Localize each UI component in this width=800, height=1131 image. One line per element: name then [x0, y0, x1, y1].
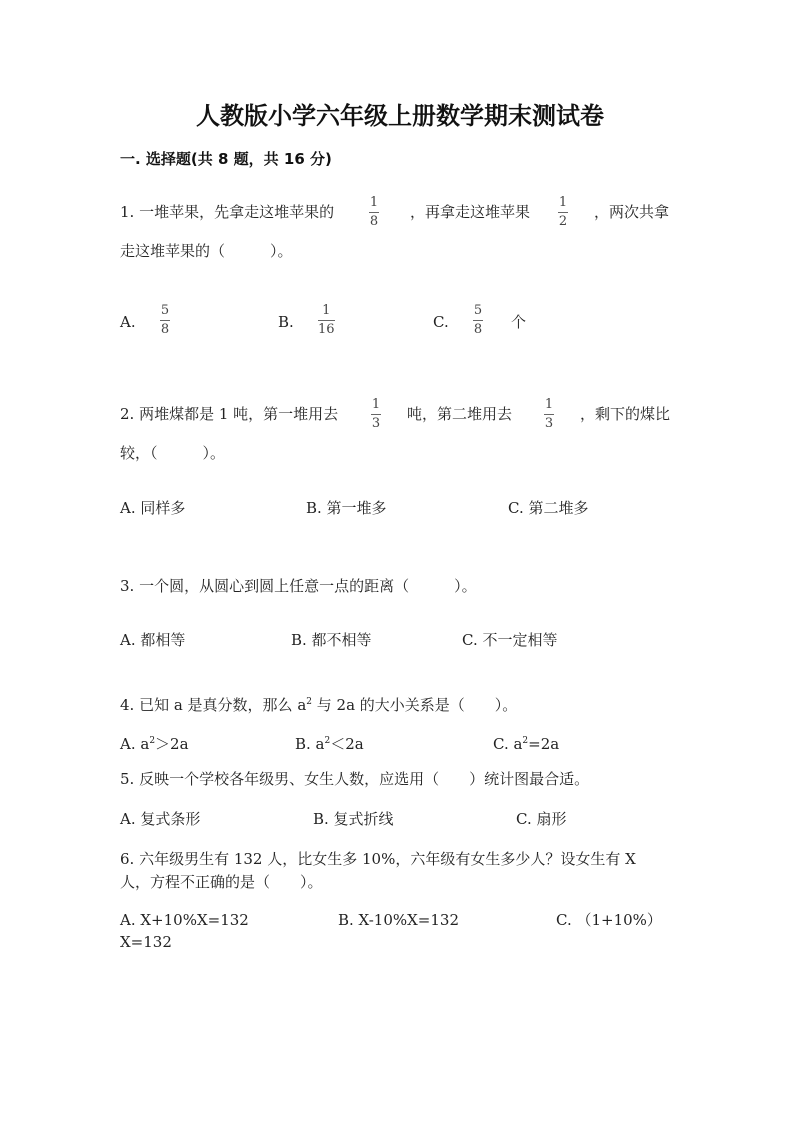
- q2-option-a: A. 同样多: [120, 499, 186, 517]
- q5-option-b: B. 复式折线: [313, 810, 394, 828]
- q1-text-part1: 1. 一堆苹果，先拿走这堆苹果的: [120, 203, 335, 221]
- q2-option-b: B. 第一堆多: [306, 499, 387, 517]
- q6-option-a: A. X+10%X=132: [120, 911, 249, 929]
- q1-option-c-label: C.: [433, 313, 449, 331]
- q2-fraction-1-denominator: 3: [371, 416, 381, 431]
- q6-option-c: C. （1+10%）: [556, 911, 662, 929]
- q4-text-part2: 与 2a 的大小关系是（ ）。: [312, 696, 518, 714]
- q1-text-line2: 走这堆苹果的（ ）。: [120, 242, 293, 260]
- q2-fraction-2: [544, 398, 554, 431]
- q5-option-c: C. 扇形: [516, 810, 567, 828]
- q3-option-b: B. 都不相等: [291, 631, 372, 649]
- q3-text: 3. 一个圆，从圆心到圆上任意一点的距离（ ）。: [120, 577, 477, 595]
- q4-option-b-pre: B. a: [295, 735, 325, 753]
- q4-option-a: [120, 731, 189, 754]
- section-heading: 一. 选择题(共 8 题，共 16 分): [120, 150, 332, 168]
- q2-fraction-2-numerator: 1: [544, 397, 554, 412]
- q4-option-b-post: ＜2a: [330, 735, 364, 753]
- q1-option-a-denominator: 8: [160, 322, 170, 337]
- q1-option-a-fraction: [160, 304, 170, 337]
- q2-text-part3: ，剩下的煤比: [580, 405, 671, 423]
- q1-option-a-numerator: 5: [160, 303, 170, 318]
- q1-fraction-1: [369, 196, 379, 229]
- q1-fraction-2: [558, 196, 568, 229]
- q1-option-c-unit: 个: [511, 313, 527, 331]
- q6-text-line2: 人，方程不正确的是（ ）。: [120, 873, 323, 891]
- q1-option-b-fraction: [318, 304, 335, 337]
- q1-option-c-fraction: [473, 304, 483, 337]
- q4-text: [120, 692, 517, 715]
- q2-fraction-1: [371, 398, 381, 431]
- q6-option-b: B. X-10%X=132: [338, 911, 459, 929]
- q4-option-c-sup: 2: [522, 736, 529, 746]
- q2-fraction-1-numerator: 1: [371, 397, 381, 412]
- q4-option-b: [295, 731, 364, 754]
- q4-option-c-pre: C. a: [493, 735, 523, 753]
- q2-text-part2: 吨，第二堆用去: [407, 405, 513, 423]
- q4-option-a-pre: A. a: [120, 735, 150, 753]
- q1-option-c-denominator: 8: [473, 322, 483, 337]
- q1-option-b-numerator: 1: [322, 303, 331, 318]
- q1-text-part3: ，两次共拿: [594, 203, 670, 221]
- q5-text: 5. 反映一个学校各年级男、女生人数，应选用（ ）统计图最合适。: [120, 770, 590, 788]
- q1-fraction-1-numerator: 1: [369, 195, 379, 210]
- q4-superscript: 2: [306, 697, 313, 707]
- q5-option-a: A. 复式条形: [120, 810, 201, 828]
- q3-option-c: C. 不一定相等: [462, 631, 558, 649]
- q4-option-c: [493, 731, 559, 754]
- q1-fraction-1-denominator: 8: [369, 214, 379, 229]
- q2-text-part1: 2. 两堆煤都是 1 吨，第一堆用去: [120, 405, 339, 423]
- q1-fraction-2-denominator: 2: [558, 214, 568, 229]
- q2-fraction-2-denominator: 3: [544, 416, 554, 431]
- q4-option-a-post: ＞2a: [155, 735, 189, 753]
- q4-option-a-sup: 2: [149, 736, 156, 746]
- q1-option-b-label: B.: [278, 313, 294, 331]
- q3-option-a: A. 都相等: [120, 631, 186, 649]
- q4-text-part1: 4. 已知 a 是真分数，那么 a: [120, 696, 307, 714]
- q4-option-c-post: =2a: [528, 735, 560, 753]
- q1-text-part2: ，再拿走这堆苹果: [410, 203, 531, 221]
- q6-option-c-continued: X=132: [120, 933, 172, 951]
- q2-text-line2: 较，（ ）。: [120, 444, 226, 462]
- q1-option-a-label: A.: [120, 313, 136, 331]
- q1-option-b-denominator: 16: [318, 322, 335, 337]
- q4-option-b-sup: 2: [324, 736, 331, 746]
- q2-option-c: C. 第二堆多: [508, 499, 589, 517]
- q1-option-c-numerator: 5: [473, 303, 483, 318]
- q1-fraction-2-numerator: 1: [558, 195, 568, 210]
- page-title: 人教版小学六年级上册数学期末测试卷: [196, 102, 604, 130]
- q6-text-line1: 6. 六年级男生有 132 人，比女生多 10%，六年级有女生多少人？设女生有 X: [120, 850, 636, 868]
